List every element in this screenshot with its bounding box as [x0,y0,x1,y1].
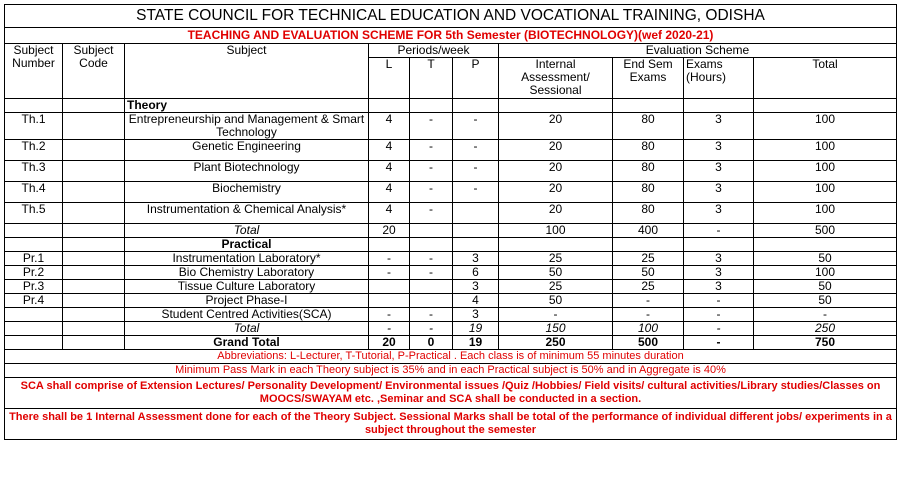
header-subject-number: Subject Number [5,44,63,99]
scheme-table [4,4,897,440]
cell-end-sem: 80 [613,182,684,203]
cell-total: 50 [754,252,897,266]
cell-hours: 3 [684,203,754,224]
subject-code [63,113,125,140]
cell-t: - [410,308,453,322]
cell-p: 3 [453,252,499,266]
cell-p: 3 [453,308,499,322]
cell-t: - [410,113,453,140]
cell-hours: - [684,224,754,238]
cell-hours: - [684,336,754,350]
cell-end-sem: - [613,308,684,322]
subject-name: Bio Chemistry Laboratory [125,266,369,280]
cell-end-sem: 80 [613,113,684,140]
cell-l: 20 [369,336,410,350]
cell-internal: 20 [499,182,613,203]
subject-name: Student Centred Activities(SCA) [125,308,369,322]
subject-code [63,203,125,224]
header-p: P [453,58,499,99]
cell-end-sem: 80 [613,203,684,224]
subject-number: Th.5 [5,203,63,224]
cell-internal: 25 [499,280,613,294]
page-title: STATE COUNCIL FOR TECHNICAL EDUCATION AND VOCATIONAL TRAINING, ODISHA [5,5,897,28]
cell-t: 0 [410,336,453,350]
cell-total: - [754,308,897,322]
cell-total: 50 [754,280,897,294]
cell-end-sem: 25 [613,252,684,266]
cell-internal: 25 [499,252,613,266]
cell-internal: 20 [499,113,613,140]
cell-total: 50 [754,294,897,308]
cell-total: 500 [754,224,897,238]
cell-p: 19 [453,336,499,350]
cell-p: 3 [453,280,499,294]
cell-internal: 50 [499,294,613,308]
section-theory: Theory [125,99,369,113]
cell-l [369,280,410,294]
cell-end-sem: 50 [613,266,684,280]
subject-code [63,161,125,182]
cell-hours: 3 [684,280,754,294]
cell-internal: 100 [499,224,613,238]
cell-t: - [410,161,453,182]
cell-hours: 3 [684,266,754,280]
subject-code [63,252,125,266]
cell-p [453,224,499,238]
header-evaluation: Evaluation Scheme [499,44,897,58]
cell-p: 4 [453,294,499,308]
cell-l: - [369,322,410,336]
cell-l [369,294,410,308]
header-periods: Periods/week [369,44,499,58]
table-row [5,294,897,308]
cell-hours: 3 [684,182,754,203]
subject-number: Pr.2 [5,266,63,280]
cell-p: - [453,182,499,203]
header-subject: Subject [125,44,369,99]
subject-number: Pr.4 [5,294,63,308]
subject-number: Pr.1 [5,252,63,266]
subject-name: Genetic Engineering [125,140,369,161]
cell-hours: 3 [684,161,754,182]
cell-t [410,224,453,238]
subject-code [63,266,125,280]
note-min-pass: Minimum Pass Mark in each Theory subject is 35% and in each Practical subject is 50% and in Aggregate is 40% [5,364,897,378]
cell-t: - [410,322,453,336]
cell-t [410,294,453,308]
cell-end-sem: 80 [613,140,684,161]
cell-hours: 3 [684,140,754,161]
subject-name: Instrumentation Laboratory* [125,252,369,266]
cell-total: 100 [754,140,897,161]
cell-p [453,203,499,224]
cell-l: 4 [369,203,410,224]
cell-p: 19 [453,322,499,336]
cell-end-sem: - [613,294,684,308]
subject-number: Th.2 [5,140,63,161]
cell-total: 100 [754,161,897,182]
table-row [5,161,897,182]
subject-number: Pr.3 [5,280,63,294]
cell-end-sem: 80 [613,161,684,182]
cell-t: - [410,140,453,161]
cell-internal: 20 [499,161,613,182]
subject-name: Entrepreneurship and Management & Smart Technology [125,113,369,140]
subject-name: Plant Biotechnology [125,161,369,182]
cell-l: 20 [369,224,410,238]
cell-internal: 50 [499,266,613,280]
subject-code [63,280,125,294]
cell-t: - [410,252,453,266]
cell-p: - [453,140,499,161]
table-row [5,266,897,280]
cell-total: 750 [754,336,897,350]
cell-l: - [369,308,410,322]
subject-number: Th.4 [5,182,63,203]
note-abbreviations: Abbreviations: L-Lecturer, T-Tutorial, P-Practical . Each class is of minimum 55 minutes duration [5,350,897,364]
cell-hours: 3 [684,113,754,140]
cell-l: 4 [369,182,410,203]
table-row [5,113,897,140]
cell-internal: 250 [499,336,613,350]
subject-name: Biochemistry [125,182,369,203]
cell-l: 4 [369,113,410,140]
cell-l: - [369,252,410,266]
cell-p: 6 [453,266,499,280]
practical-total-label: Total [125,322,369,336]
header-l: L [369,58,410,99]
header-total: Total [754,58,897,99]
cell-hours: - [684,294,754,308]
table-row [5,308,897,322]
cell-internal: 20 [499,140,613,161]
cell-t: - [410,182,453,203]
grand-total-row [5,336,897,350]
table-row [5,280,897,294]
cell-p: - [453,113,499,140]
cell-t [410,280,453,294]
header-subject-code: Subject Code [63,44,125,99]
cell-total: 100 [754,203,897,224]
subject-code [63,140,125,161]
cell-l: 4 [369,161,410,182]
cell-internal: 20 [499,203,613,224]
theory-total-label: Total [125,224,369,238]
table-row [5,182,897,203]
cell-t: - [410,203,453,224]
page-subtitle: TEACHING AND EVALUATION SCHEME FOR 5th Semester (BIOTECHNOLOGY)(wef 2020-21) [5,28,897,44]
cell-total: 100 [754,113,897,140]
section-practical: Practical [125,238,369,252]
subject-number: Th.1 [5,113,63,140]
subject-number [5,308,63,322]
table-row [5,203,897,224]
subject-name: Instrumentation & Chemical Analysis* [125,203,369,224]
header-t: T [410,58,453,99]
cell-p: - [453,161,499,182]
cell-internal: - [499,308,613,322]
cell-total: 100 [754,182,897,203]
theory-total-row [5,224,897,238]
cell-end-sem: 500 [613,336,684,350]
table-row [5,252,897,266]
cell-hours: - [684,322,754,336]
grand-total-label: Grand Total [125,336,369,350]
subject-name: Tissue Culture Laboratory [125,280,369,294]
subject-name: Project Phase-I [125,294,369,308]
cell-l: - [369,266,410,280]
subject-number: Th.3 [5,161,63,182]
cell-end-sem: 400 [613,224,684,238]
cell-total: 250 [754,322,897,336]
cell-end-sem: 100 [613,322,684,336]
cell-l: 4 [369,140,410,161]
table-row [5,140,897,161]
scheme-document [4,4,896,440]
note-sca: SCA shall comprise of Extension Lectures/ Personality Development/ Environmental issues /Quiz /Hobbies/ Field visits/ cultural activities/Library studies/Classes on MOOCS/SWAYAM etc. ,Seminar and SCA shall be conducted in a section. [5,378,897,409]
note-internal-assessment: There shall be 1 Internal Assessment done for each of the Theory Subject. Sessional Marks shall be total of the performance of individual different jobs/ experiments in a subject throughout the semester [5,409,897,440]
practical-total-row [5,322,897,336]
subject-code [63,294,125,308]
header-end-sem: End Sem Exams [613,58,684,99]
header-exam-hours: Exams (Hours) [684,58,754,99]
cell-t: - [410,266,453,280]
subject-code [63,308,125,322]
cell-hours: 3 [684,252,754,266]
cell-total: 100 [754,266,897,280]
cell-hours: - [684,308,754,322]
cell-internal: 150 [499,322,613,336]
header-internal: Internal Assessment/ Sessional [499,58,613,99]
cell-end-sem: 25 [613,280,684,294]
subject-code [63,182,125,203]
